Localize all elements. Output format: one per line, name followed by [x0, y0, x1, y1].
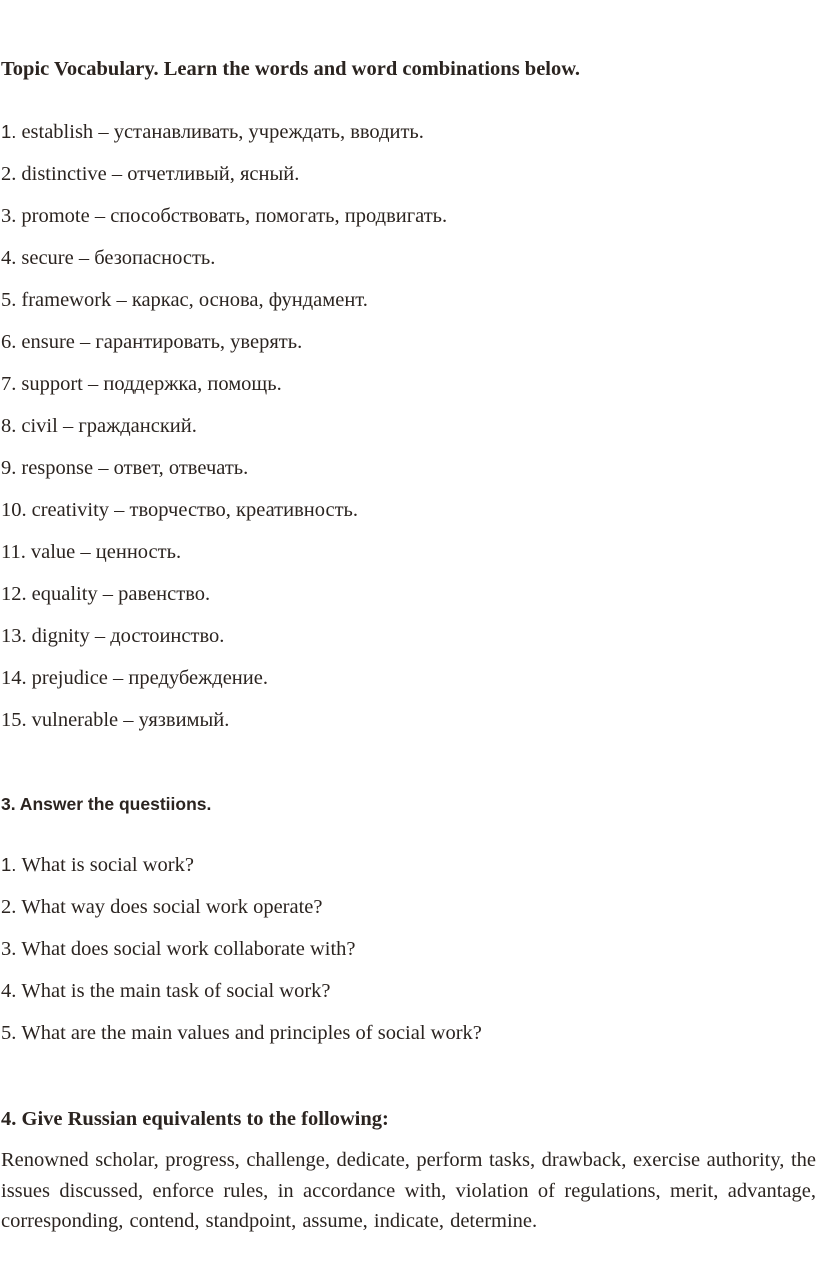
vocabulary-item — [1, 153, 447, 195]
vocabulary-item — [1, 531, 447, 573]
question-item — [1, 928, 482, 970]
vocabulary-item — [1, 279, 447, 321]
vocabulary-item-number: 15. — [1, 709, 27, 731]
question-item-text: What way does social work operate? — [21, 896, 323, 918]
dash-separator: – — [106, 163, 128, 185]
vocabulary-item — [1, 195, 447, 237]
question-item-number: 3. — [1, 938, 17, 960]
question-item-number: 4. — [1, 980, 17, 1002]
vocabulary-item-word: prejudice — [31, 667, 108, 689]
vocabulary-item — [1, 573, 447, 615]
vocabulary-item-word: value — [30, 541, 76, 563]
vocabulary-item — [1, 405, 447, 447]
vocabulary-item-word: ensure — [21, 331, 75, 353]
dash-separator: – — [97, 583, 119, 605]
vocabulary-item-word: dignity — [31, 625, 90, 647]
equivalents-paragraph: Renowned scholar, progress, challenge, dedicate, perform tasks, drawback, exercise authority, the issues discussed, enforce rules, in accordance with, violation of regulations, merit, advantage, corresponding, contend, standpoint, assume, indicate, determine. — [1, 1149, 816, 1232]
dash-separator: – — [111, 289, 132, 311]
question-item — [1, 970, 482, 1012]
vocabulary-item-translation: гражданский. — [78, 415, 197, 437]
equivalents-heading: 4. Give Russian equivalents to the following: — [1, 1108, 389, 1130]
vocabulary-item — [1, 237, 447, 279]
vocabulary-item — [1, 615, 447, 657]
dash-separator: – — [89, 205, 111, 227]
dash-separator: – — [107, 667, 129, 689]
vocabulary-item-translation: ценность. — [95, 541, 182, 563]
vocabulary-item-translation: способствовать, помогать, продвигать. — [110, 205, 448, 227]
vocabulary-item-number: 11. — [1, 541, 26, 563]
vocabulary-item-word: establish — [21, 121, 94, 143]
vocabulary-item — [1, 111, 447, 153]
vocabulary-item-translation: достоинство. — [110, 625, 225, 647]
vocabulary-item-number: 7. — [1, 373, 17, 395]
questions-heading: 3. Answer the questiions. — [1, 794, 212, 814]
vocabulary-item-translation: отчетливый, ясный. — [127, 163, 300, 185]
vocabulary-heading: Topic Vocabulary. Learn the words and word combinations below. — [1, 58, 581, 80]
vocabulary-item-word: equality — [31, 583, 98, 605]
vocabulary-item — [1, 363, 447, 405]
vocabulary-item-number: 2. — [1, 163, 17, 185]
vocabulary-item-word: promote — [21, 205, 90, 227]
vocabulary-item-number: 4. — [1, 247, 17, 269]
vocabulary-item-word: vulnerable — [31, 709, 119, 731]
vocabulary-item-word: secure — [21, 247, 74, 269]
vocabulary-item-translation: уязвимый. — [138, 709, 230, 731]
dash-separator: – — [57, 415, 79, 437]
vocabulary-item-number: 6. — [1, 331, 17, 353]
vocabulary-item — [1, 699, 447, 741]
dash-separator: – — [93, 121, 114, 143]
vocabulary-item-number: 12. — [1, 583, 27, 605]
dash-separator: – — [82, 373, 104, 395]
dash-separator: – — [74, 331, 96, 353]
vocabulary-item-number: 9. — [1, 457, 17, 479]
vocabulary-item-translation: равенство. — [118, 583, 211, 605]
vocabulary-item-translation: безопасность. — [94, 247, 216, 269]
dash-separator: – — [73, 247, 95, 269]
vocabulary-item-number: 14. — [1, 667, 27, 689]
question-item-text: What are the main values and principles of social work? — [21, 1022, 482, 1044]
vocabulary-item-number: 13. — [1, 625, 27, 647]
question-item-number: 1. — [1, 854, 17, 875]
vocabulary-item-number: 3. — [1, 205, 17, 227]
vocabulary-item-translation: ответ, отвечать. — [113, 457, 249, 479]
vocabulary-item-word: framework — [21, 289, 112, 311]
vocabulary-item-translation: каркас, основа, фундамент. — [131, 289, 368, 311]
vocabulary-item-word: distinctive — [21, 163, 107, 185]
vocabulary-item-word: creativity — [31, 499, 110, 521]
dash-separator: – — [93, 457, 114, 479]
question-item-text: What does social work collaborate with? — [21, 938, 356, 960]
question-item-text: What is the main task of social work? — [21, 980, 331, 1002]
question-item — [1, 844, 482, 886]
vocabulary-item — [1, 321, 447, 363]
vocabulary-item-number: 1. — [1, 121, 17, 142]
vocabulary-item-translation: гарантировать, уверять. — [95, 331, 303, 353]
questions-list — [1, 844, 482, 1054]
question-item-number: 5. — [1, 1022, 17, 1044]
vocabulary-item — [1, 447, 447, 489]
vocabulary-item-number: 8. — [1, 415, 17, 437]
vocabulary-item-translation: предубеждение. — [128, 667, 268, 689]
vocabulary-item-word: civil — [21, 415, 58, 437]
question-item — [1, 886, 482, 928]
dash-separator: – — [75, 541, 96, 563]
vocabulary-item — [1, 657, 447, 699]
vocabulary-item — [1, 489, 447, 531]
vocabulary-item-word: response — [21, 457, 94, 479]
dash-separator: – — [89, 625, 111, 647]
vocabulary-list — [1, 111, 447, 741]
vocabulary-item-number: 10. — [1, 499, 27, 521]
vocabulary-item-translation: творчество, креативность. — [129, 499, 359, 521]
question-item-number: 2. — [1, 896, 17, 918]
vocabulary-item-translation: поддержка, помощь. — [103, 373, 282, 395]
vocabulary-item-word: support — [21, 373, 83, 395]
dash-separator: – — [109, 499, 130, 521]
dash-separator: – — [118, 709, 139, 731]
vocabulary-item-translation: устанавливать, учреждать, вводить. — [113, 121, 424, 143]
question-item-text: What is social work? — [21, 854, 194, 876]
vocabulary-item-number: 5. — [1, 289, 17, 311]
question-item — [1, 1012, 482, 1054]
